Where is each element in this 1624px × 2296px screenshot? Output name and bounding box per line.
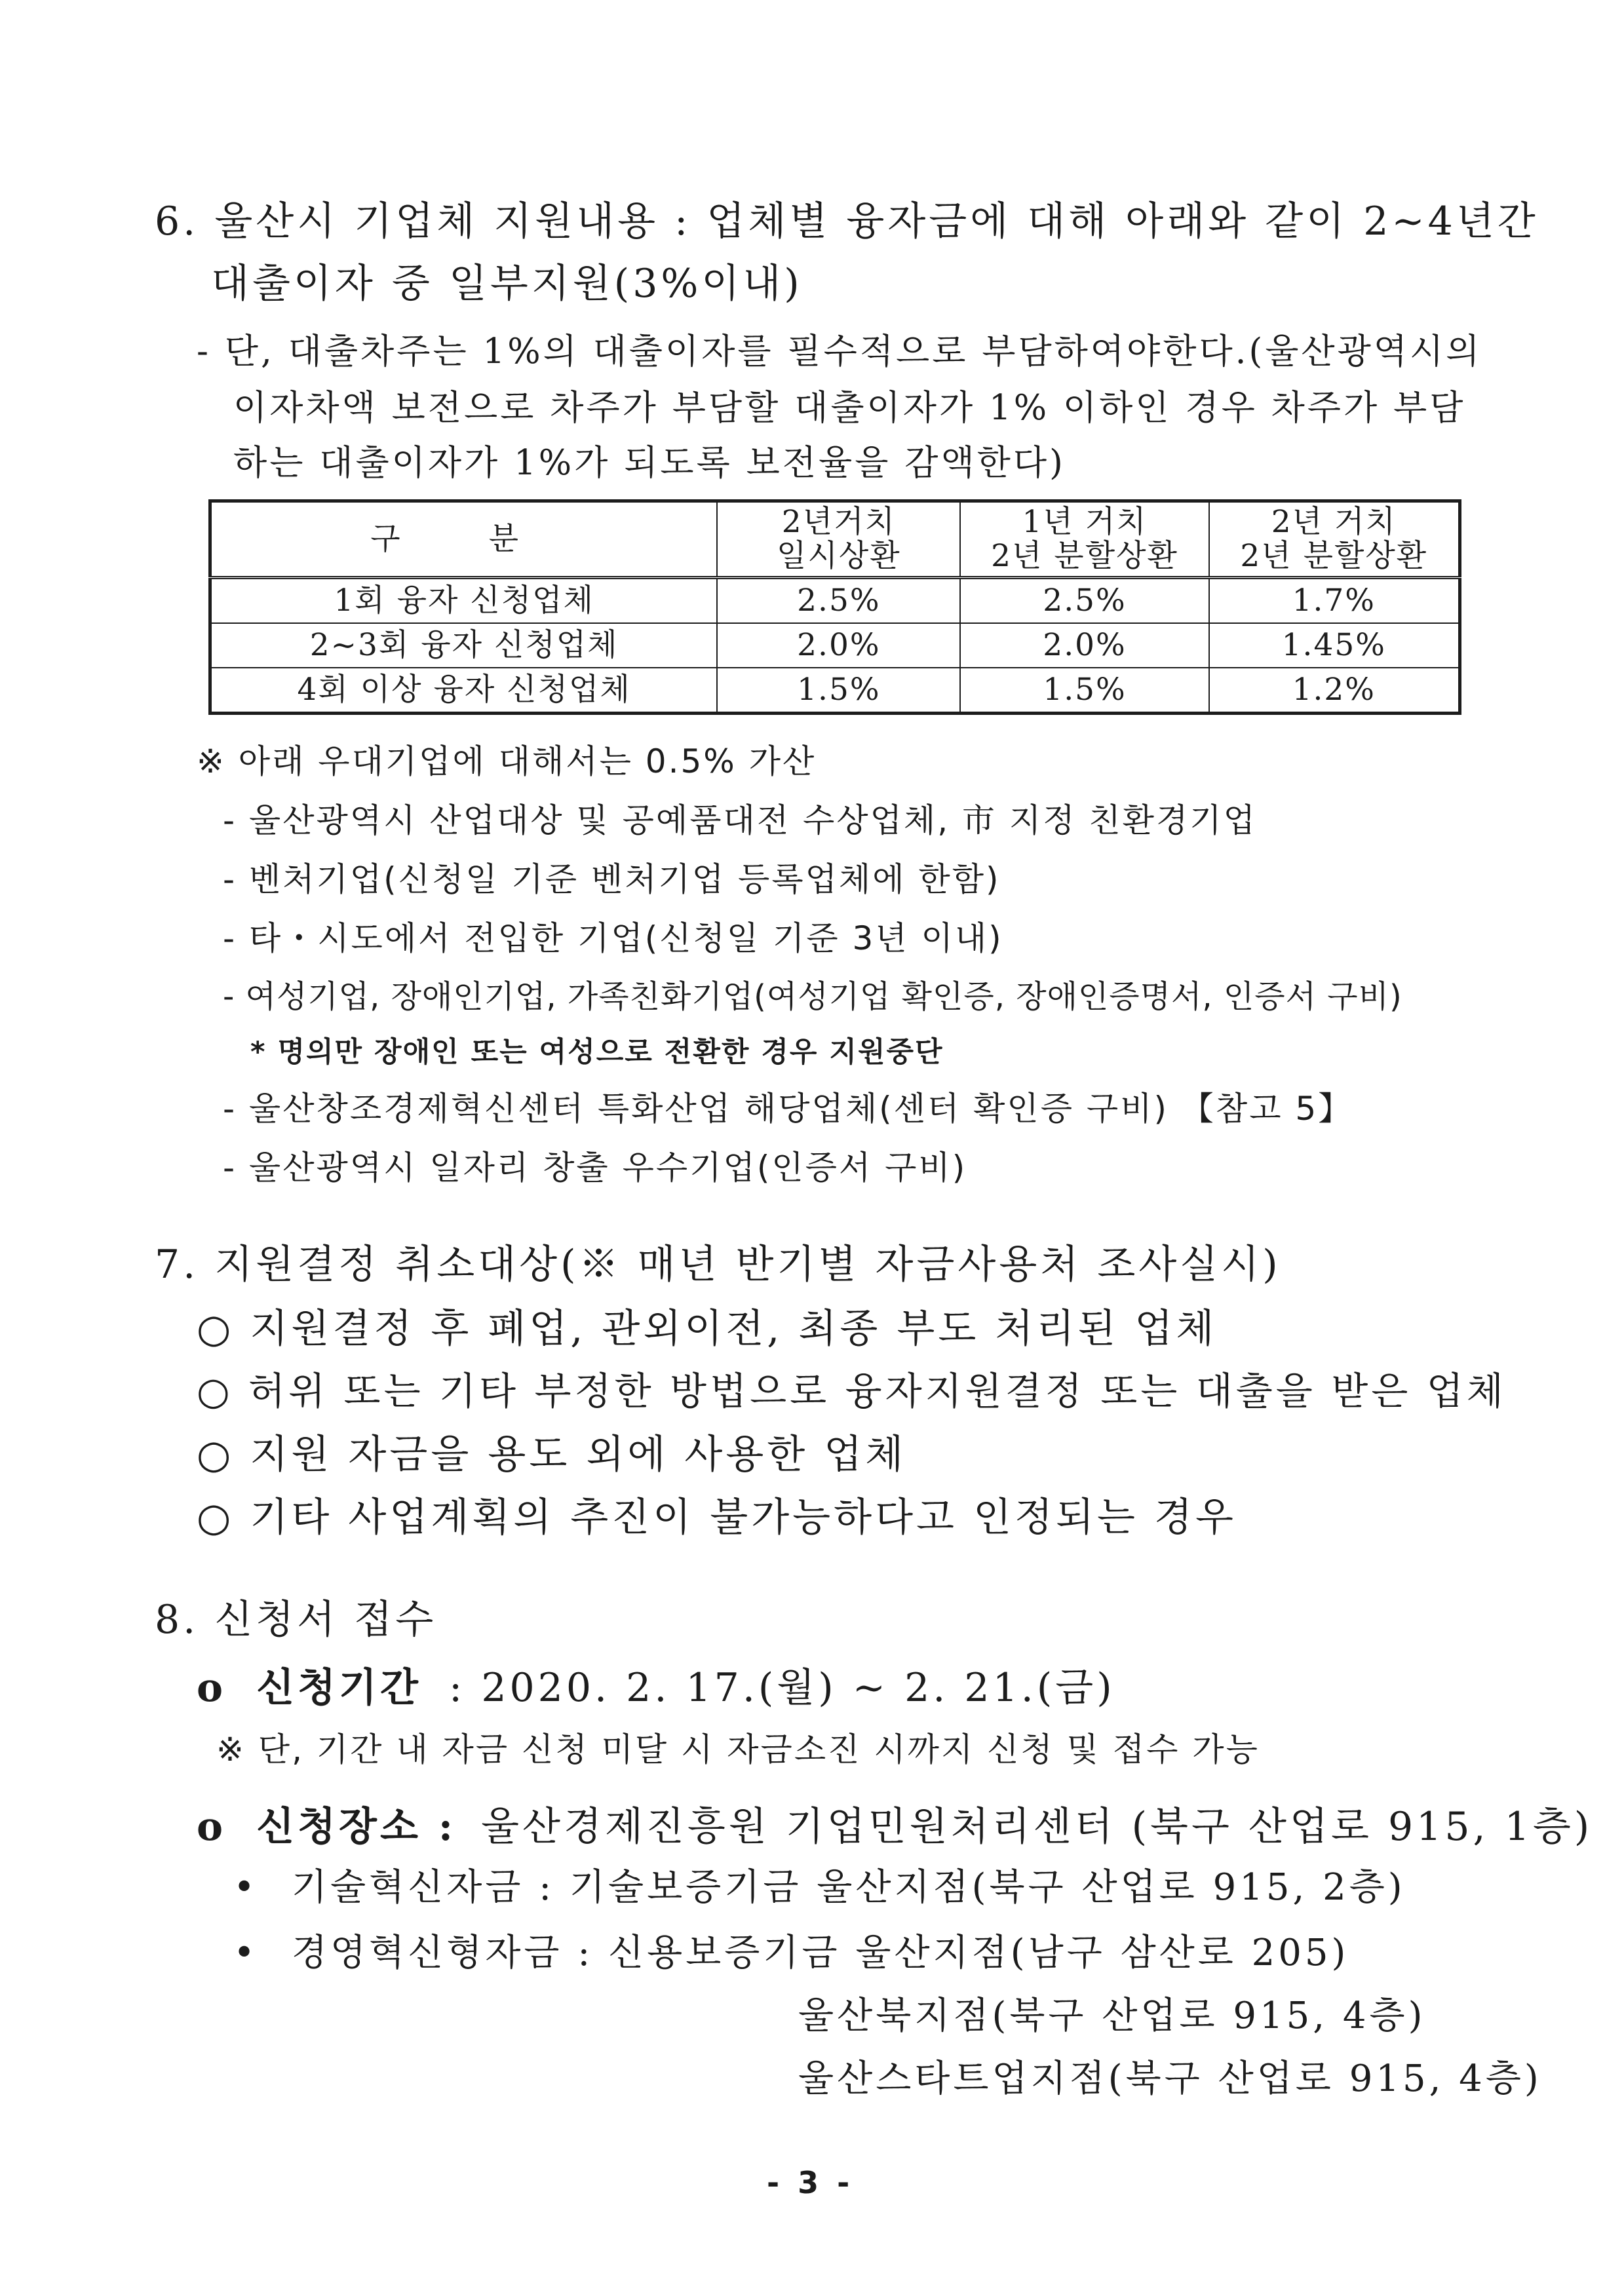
management-innovation-fund-place-cont: 울산북지점(북구 산업로 915, 4층) [798, 1995, 1426, 2037]
bullet: • [233, 1866, 259, 1909]
table-cell-rate: 1.5% [960, 668, 1208, 714]
table-cell-category: 4회 이상 융자 신청업체 [210, 668, 718, 714]
table-cell-rate: 1.5% [717, 668, 960, 714]
section6-title-line2: 대출이자 중 일부지원(3%이내) [211, 261, 803, 307]
management-innovation-fund-place: 경영혁신형자금 : 신용보증기금 울산지점(남구 삼산로 205) [291, 1932, 1349, 1974]
preferential-item: - 여성기업, 장애인기업, 가족친화기업(여성기업 확인증, 장애인증명서, 인증서 구비) [223, 978, 1402, 1015]
preferential-item: - 울산광역시 산업대상 및 공예품대전 수상업체, 市 지정 친환경기업 [223, 801, 1257, 839]
application-place-label: 신청장소 : [256, 1804, 456, 1850]
preferential-item: - 타・시도에서 전입한 기업(신청일 기준 3년 이내) [223, 919, 1003, 957]
table-cell-rate: 2.5% [960, 578, 1208, 624]
table-row [210, 668, 1460, 714]
sub-place-line [233, 1924, 1349, 1976]
management-innovation-fund-place-cont: 울산스타트업지점(북구 산업로 915, 4층) [798, 2057, 1542, 2100]
section7-item: ○ 기타 사업계획의 추진이 불가능하다고 인정되는 경우 [197, 1495, 1237, 1540]
table-header-category: 구 분 [210, 501, 718, 578]
application-period-label: 신청기간 [256, 1665, 421, 1711]
table-row [210, 578, 1460, 624]
section7-item: ○ 허위 또는 기타 부정한 방법으로 융자지원결정 또는 대출을 받은 업체 [197, 1369, 1507, 1413]
table-cell-category: 1회 융자 신청업체 [210, 578, 718, 624]
section7-item: ○ 지원 자금을 용도 외에 사용한 업체 [197, 1432, 907, 1478]
application-period-note: ※ 단, 기간 내 자금 신청 미달 시 자금소진 시까지 신청 및 접수 가능 [216, 1731, 1260, 1769]
bullet: • [233, 1932, 259, 1974]
preferential-warning: * 명의만 장애인 또는 여성으로 전환한 경우 지원중단 [250, 1036, 944, 1069]
section7-item: ○ 지원결정 후 폐업, 관외이전, 최종 부도 처리된 업체 [197, 1306, 1218, 1352]
preferential-item: - 벤처기업(신청일 기준 벤처기업 등록업체에 한함) [223, 860, 1001, 898]
table-cell-rate: 2.0% [960, 623, 1208, 668]
table-header-col2: 1년 거치 2년 분할상환 [960, 501, 1208, 578]
table-header-col3: 2년 거치 2년 분할상환 [1209, 501, 1460, 578]
table-cell-category: 2~3회 융자 신청업체 [210, 623, 718, 668]
tech-innovation-fund-place: 기술혁신자금 : 기술보증기금 울산지점(북구 산업로 915, 2층) [291, 1866, 1406, 1909]
interest-support-rate-table [208, 499, 1461, 715]
table-row [210, 623, 1460, 668]
preferential-item: - 울산창조경제혁신센터 특화산업 해당업체(센터 확인증 구비) 【참고 5】 [223, 1090, 1353, 1128]
section6-title-line1: 6. 울산시 기업체 지원내용 : 업체별 융자금에 대해 아래와 같이 2~4년간 [155, 199, 1539, 244]
page-number: - 3 - [767, 2165, 854, 2200]
section6-note-line2: 이자차액 보전으로 차주가 부담할 대출이자가 1% 이하인 경우 차주가 부담 [233, 388, 1466, 428]
bullet: o [197, 1804, 227, 1850]
table-header-col1: 2년거치 일시상환 [717, 501, 960, 578]
table-header-row [210, 501, 1460, 578]
table-cell-rate: 1.2% [1209, 668, 1460, 714]
section8-title: 8. 신청서 접수 [155, 1597, 437, 1643]
section6-note-line1: - 단, 대출차주는 1%의 대출이자를 필수적으로 부담하여야한다.(울산광역시의 [197, 332, 1482, 372]
application-place-value: 울산경제진흥원 기업민원처리센터 (북구 산업로 915, 1층) [481, 1804, 1593, 1850]
table-cell-rate: 1.7% [1209, 578, 1460, 624]
preferential-item: - 울산광역시 일자리 창출 우수기업(인증서 구비) [223, 1149, 967, 1187]
table-cell-rate: 2.5% [717, 578, 960, 624]
sub-place-line [233, 1858, 1406, 1911]
application-place-line [197, 1795, 1593, 1852]
table-cell-rate: 2.0% [717, 623, 960, 668]
application-period-value: : 2020. 2. 17.(월) ~ 2. 21.(금) [449, 1665, 1115, 1711]
application-period-line [197, 1656, 1115, 1713]
bullet: o [197, 1665, 227, 1711]
preferential-title: ※ 아래 우대기업에 대해서는 0.5% 가산 [197, 742, 817, 780]
table-cell-rate: 1.45% [1209, 623, 1460, 668]
section7-title: 7. 지원결정 취소대상(※ 매년 반기별 자금사용처 조사실시) [155, 1242, 1281, 1288]
section6-note-line3: 하는 대출이자가 1%가 되도록 보전율을 감액한다) [233, 443, 1066, 483]
